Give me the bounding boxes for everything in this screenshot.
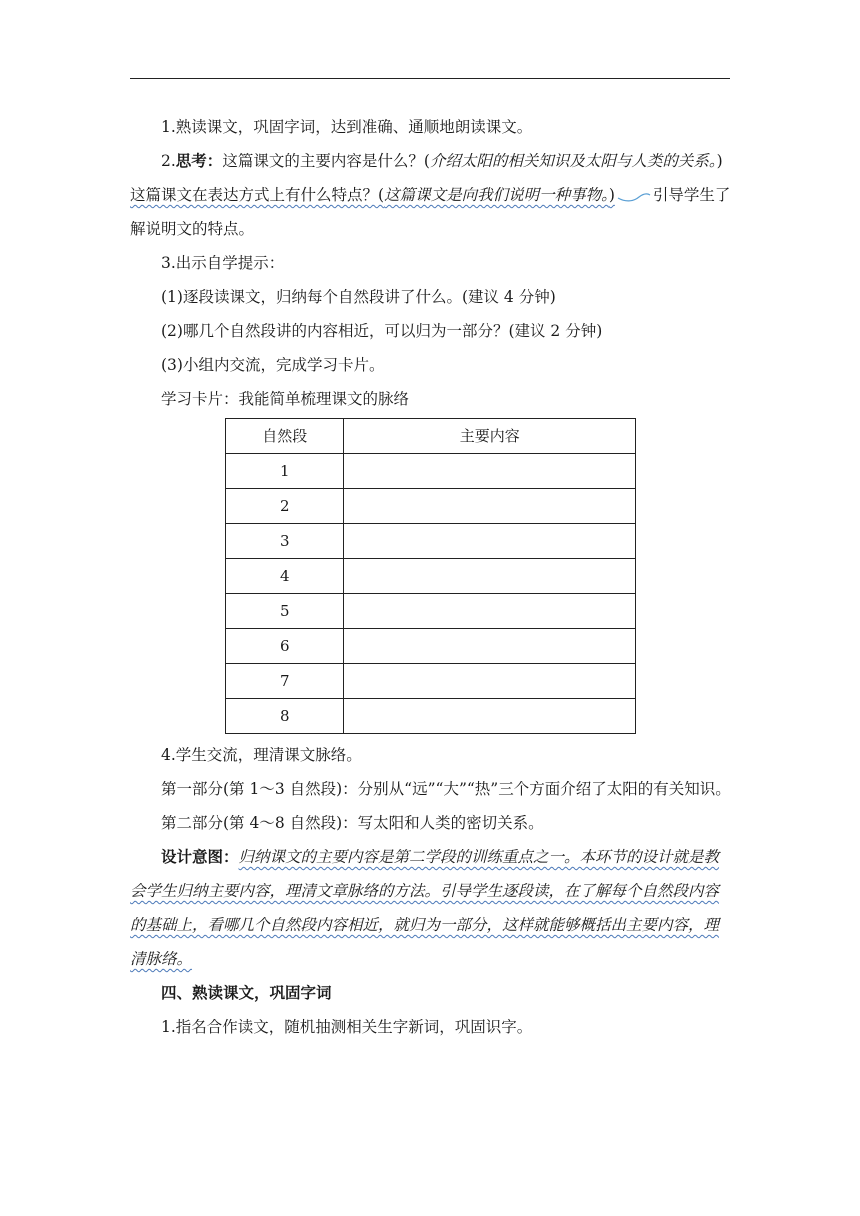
header-paragraph: 自然段 — [226, 419, 344, 454]
design-intent — [130, 840, 732, 976]
row-number: 3 — [226, 524, 344, 559]
paragraph-3: 3.出示自学提示： — [161, 254, 285, 272]
card-title: 学习卡片：我能简单梳理课文的脉络 — [161, 390, 410, 408]
table-row — [226, 559, 636, 594]
p2-text2: ) — [716, 152, 723, 170]
row-content-cell — [344, 594, 636, 629]
row-content-cell — [344, 489, 636, 524]
part-2-summary: 第二部分(第 4～8 自然段)：写太阳和人类的密切关系。 — [161, 814, 544, 832]
table-row — [226, 524, 636, 559]
paragraph-4: 4.学生交流，理清课文脉络。 — [161, 746, 362, 764]
section-4-heading: 四、熟读课文，巩固字词 — [161, 984, 332, 1002]
row-content-cell — [344, 559, 636, 594]
study-card-table-wrap — [130, 418, 732, 734]
p2-answer1: 介绍太阳的相关知识及太阳与人类的关系。 — [429, 152, 717, 170]
table-row — [226, 699, 636, 734]
swoosh-mark-icon — [617, 190, 651, 202]
table-row — [226, 629, 636, 664]
table-row — [226, 489, 636, 524]
study-card-table — [225, 418, 636, 734]
design-intent-text: 归纳课文的主要内容是第二学段的训练重点之一。本环节的设计就是教会学生归纳主要内容，理清文章脉络的方法。引导学生逐段读，在了解每个自然段内容的基础上，看哪几个自然段内容相近，就归为一部分，这样就能够概括出主要内容，理清脉络。 — [130, 848, 720, 968]
row-number: 4 — [226, 559, 344, 594]
part-1-summary: 第一部分(第 1～3 自然段)：分别从“远”“大”“热”三个方面介绍了太阳的有关知识。 — [161, 780, 731, 798]
p2-tail: 引导学生了解说明文的特点。 — [130, 186, 731, 238]
header-rule — [130, 78, 730, 79]
row-number: 2 — [226, 489, 344, 524]
think-label: 思考： — [175, 152, 223, 170]
p2-text1: 这篇课文的主要内容是什么？( — [222, 152, 430, 170]
paragraph-3-3: (3)小组内交流，完成学习卡片。 — [161, 356, 385, 374]
row-content-cell — [344, 524, 636, 559]
row-number: 1 — [226, 454, 344, 489]
row-content-cell — [344, 664, 636, 699]
row-number: 6 — [226, 629, 344, 664]
row-number: 5 — [226, 594, 344, 629]
row-content-cell — [344, 699, 636, 734]
paragraph-3-2: (2)哪几个自然段讲的内容相近，可以归为一部分？(建议 2 分钟) — [161, 322, 603, 340]
p2-wavy-end: ) — [608, 186, 615, 204]
paragraph-2 — [130, 144, 732, 246]
paragraph-1: 1.熟读课文，巩固字词，达到准确、通顺地朗读课文。 — [161, 118, 533, 136]
table-row — [226, 664, 636, 699]
paragraph-3-1: (1)逐段读课文，归纳每个自然段讲了什么。(建议 4 分钟) — [161, 288, 556, 306]
section-4-item-1: 1.指名合作读文，随机抽测相关生字新词，巩固识字。 — [161, 1018, 533, 1036]
header-main-content: 主要内容 — [344, 419, 636, 454]
p2-answer2: 这篇课文是向我们说明一种事物。 — [384, 186, 609, 204]
table-row — [226, 594, 636, 629]
design-intent-label: 设计意图： — [161, 848, 239, 866]
document-body — [130, 110, 732, 1044]
p2-wavy-question — [130, 186, 615, 204]
p2-prefix: 2. — [161, 152, 176, 170]
row-content-cell — [344, 454, 636, 489]
table-row — [226, 454, 636, 489]
row-number: 8 — [226, 699, 344, 734]
table-header-row — [226, 419, 636, 454]
row-content-cell — [344, 629, 636, 664]
row-number: 7 — [226, 664, 344, 699]
p2-wavy-text: 这篇课文在表达方式上有什么特点？( — [130, 186, 385, 204]
